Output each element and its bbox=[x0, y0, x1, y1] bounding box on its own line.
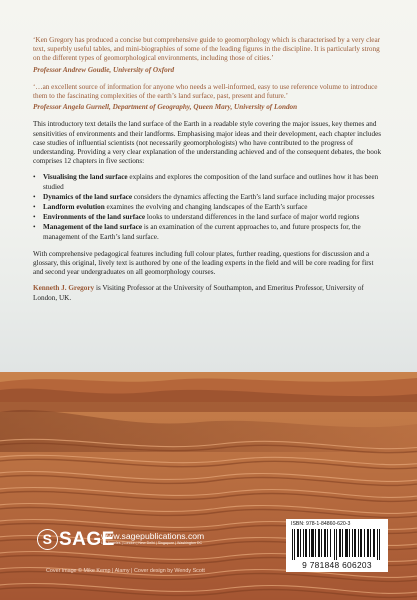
author-bio bbox=[33, 284, 385, 302]
list-item bbox=[33, 173, 385, 191]
publisher-cities: Los Angeles | London | New Delhi | Singapore | Washington DC bbox=[101, 541, 203, 545]
author-text: is Visiting Professor at the University of Southampton, and Emeritus Professor, University of London, UK. bbox=[33, 284, 364, 302]
section-title: Dynamics of the land surface bbox=[43, 192, 133, 201]
section-title: Landform evolution bbox=[43, 203, 105, 212]
section-text: considers the dynamics affecting the Earth’s land surface including major processes bbox=[132, 192, 375, 201]
section-text: is an examination of the current approaches to, and future prospects for, the management of the Earth’s land surface. bbox=[43, 223, 361, 241]
section-title: Management of the land surface bbox=[43, 223, 143, 232]
author-name: Kenneth J. Gregory bbox=[33, 284, 95, 293]
book-description: This introductory text details the land surface of the Earth in a readable style covering the major issues, key themes and sensitivities of environments and their landforms. Emphasising major ideas and their development, each chapter includes case studies of influential scientists (not necessarily geomorphologists) who have contributed to the progress of understanding. Providing a very clear explanation of the understanding achieved and of the consequent debates, the book comprises 12 chapters in five sections: bbox=[33, 120, 382, 166]
barcode-bars bbox=[290, 529, 384, 560]
list-item bbox=[33, 193, 385, 202]
publisher-logo bbox=[37, 529, 207, 559]
isbn-barcode bbox=[286, 519, 388, 572]
section-title: Environments of the land surface bbox=[43, 213, 146, 222]
cover-credit: Cover image © Mike Kemp | Alamy | Cover design by Wendy Scott bbox=[46, 568, 205, 574]
section-text: examines the evolving and changing landscapes of the Earth’s surface bbox=[104, 203, 308, 212]
review-attribution: Professor Andrew Goudie, University of Oxford bbox=[33, 65, 175, 74]
isbn-label: ISBN: 978-1-84860-620-3 bbox=[291, 521, 351, 527]
list-item bbox=[33, 213, 385, 222]
section-text: looks to understand differences in the land surface of major world regions bbox=[145, 213, 360, 222]
review-quote: ‘Ken Gregory has produced a concise but comprehensive guide to geomorphology which is characterised by a very clear text, superbly useful tables, and mini-biographies of some of the leading figures in the discipline. It is particularly strong on the different types of geomorphological environments, including those of cities.’ bbox=[33, 36, 381, 63]
publisher-url: www.sagepublications.com bbox=[101, 531, 205, 541]
section-list bbox=[33, 173, 385, 241]
sage-logo-text: SAGE bbox=[59, 529, 115, 550]
barcode-number: 9 781848 606203 bbox=[302, 560, 372, 570]
list-item bbox=[33, 203, 385, 212]
list-item bbox=[33, 223, 385, 241]
sage-s-icon: S bbox=[37, 529, 58, 550]
section-title: Visualising the land surface bbox=[43, 173, 128, 182]
section-text: explains and explores the composition of the land surface and outlines how it has been studied bbox=[43, 173, 379, 191]
blurb-text bbox=[33, 36, 385, 303]
review-attribution: Professor Angela Gurnell, Department of Geography, Queen Mary, University of London bbox=[33, 103, 298, 112]
review-quote: ‘…an excellent source of information for anyone who needs a well-informed, easy to use reference volume to introduce them to the fascinating complexities of the earth’s land surface, past, present and future.’ bbox=[33, 82, 378, 101]
features-paragraph: With comprehensive pedagogical features including full colour plates, further reading, questions for discussion and a glossary, this original, lively text is authored by one of the leading experts in the field and will be core reading for first and second year undergraduates on all geomorphology courses. bbox=[33, 249, 374, 277]
